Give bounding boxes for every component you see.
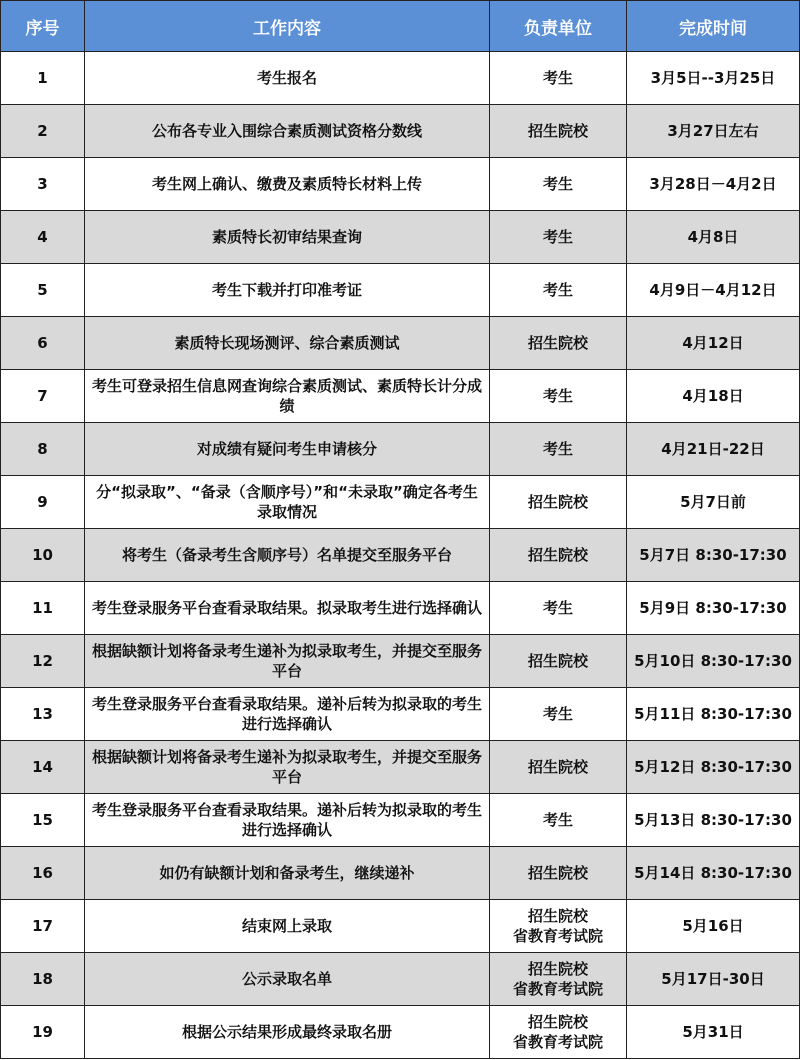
row-index: 1 xyxy=(1,52,85,105)
row-time: 3月27日左右 xyxy=(627,105,800,158)
row-unit xyxy=(490,52,627,105)
row-task: 将考生（备录考生含顺序号）名单提交至服务平台 xyxy=(85,529,490,582)
row-unit xyxy=(490,158,627,211)
row-task: 考生下载并打印准考证 xyxy=(85,264,490,317)
row-index: 7 xyxy=(1,370,85,423)
row-unit-line: 考生 xyxy=(542,599,573,617)
row-unit-line: 考生 xyxy=(542,175,573,193)
table-row xyxy=(1,900,800,953)
row-task: 考生可登录招生信息网查询综合素质测试、素质特长计分成绩 xyxy=(85,370,490,423)
row-index: 12 xyxy=(1,635,85,688)
table-row xyxy=(1,264,800,317)
header-task: 工作内容 xyxy=(85,1,490,52)
row-index: 9 xyxy=(1,476,85,529)
row-unit-line: 考生 xyxy=(542,811,573,829)
header-time: 完成时间 xyxy=(627,1,800,52)
row-time: 4月8日 xyxy=(627,211,800,264)
table-row xyxy=(1,1006,800,1059)
row-time: 5月9日 8:30-17:30 xyxy=(627,582,800,635)
row-index: 2 xyxy=(1,105,85,158)
row-unit-line: 省教育考试院 xyxy=(512,1033,603,1051)
row-task: 素质特长现场测评、综合素质测试 xyxy=(85,317,490,370)
table-row xyxy=(1,211,800,264)
row-unit-line: 招生院校 xyxy=(527,122,588,140)
row-task: 素质特长初审结果查询 xyxy=(85,211,490,264)
row-time: 3月28日－4月2日 xyxy=(627,158,800,211)
row-task: 如仍有缺额计划和备录考生，继续递补 xyxy=(85,847,490,900)
row-index: 6 xyxy=(1,317,85,370)
row-time: 5月17日-30日 xyxy=(627,953,800,1006)
table-row xyxy=(1,741,800,794)
row-index: 14 xyxy=(1,741,85,794)
row-unit xyxy=(490,105,627,158)
header-unit: 负责单位 xyxy=(490,1,627,52)
row-time: 5月10日 8:30-17:30 xyxy=(627,635,800,688)
row-unit-line: 考生 xyxy=(542,281,573,299)
row-task: 考生登录服务平台查看录取结果。递补后转为拟录取的考生进行选择确认 xyxy=(85,794,490,847)
table-row xyxy=(1,423,800,476)
row-unit-line: 考生 xyxy=(542,440,573,458)
row-time: 5月12日 8:30-17:30 xyxy=(627,741,800,794)
row-task: 公布各专业入围综合素质测试资格分数线 xyxy=(85,105,490,158)
row-unit-line: 招生院校 xyxy=(527,652,588,670)
row-unit xyxy=(490,264,627,317)
table-row xyxy=(1,370,800,423)
row-time: 4月9日－4月12日 xyxy=(627,264,800,317)
table-row xyxy=(1,317,800,370)
row-unit xyxy=(490,529,627,582)
table-row xyxy=(1,847,800,900)
table-row xyxy=(1,688,800,741)
row-unit xyxy=(490,582,627,635)
header-row xyxy=(1,1,800,52)
row-unit xyxy=(490,847,627,900)
row-index: 17 xyxy=(1,900,85,953)
row-unit xyxy=(490,688,627,741)
row-unit xyxy=(490,1006,627,1059)
row-task: 根据缺额计划将备录考生递补为拟录取考生，并提交至服务平台 xyxy=(85,635,490,688)
row-task: 公示录取名单 xyxy=(85,953,490,1006)
row-index: 15 xyxy=(1,794,85,847)
row-task: 考生登录服务平台查看录取结果。拟录取考生进行选择确认 xyxy=(85,582,490,635)
row-unit-line: 招生院校 xyxy=(527,864,588,882)
row-time: 4月21日-22日 xyxy=(627,423,800,476)
row-unit xyxy=(490,476,627,529)
table-row xyxy=(1,794,800,847)
row-time: 5月11日 8:30-17:30 xyxy=(627,688,800,741)
row-unit-line: 省教育考试院 xyxy=(512,980,603,998)
table-row xyxy=(1,105,800,158)
row-index: 4 xyxy=(1,211,85,264)
table-body xyxy=(1,52,800,1059)
row-task: 考生网上确认、缴费及素质特长材料上传 xyxy=(85,158,490,211)
table-row xyxy=(1,476,800,529)
row-time: 5月16日 xyxy=(627,900,800,953)
header-index: 序号 xyxy=(1,1,85,52)
row-index: 13 xyxy=(1,688,85,741)
row-unit xyxy=(490,794,627,847)
table-row xyxy=(1,52,800,105)
row-task: 结束网上录取 xyxy=(85,900,490,953)
row-index: 10 xyxy=(1,529,85,582)
row-unit xyxy=(490,317,627,370)
row-index: 19 xyxy=(1,1006,85,1059)
row-unit-line: 考生 xyxy=(542,387,573,405)
row-task: 考生登录服务平台查看录取结果。递补后转为拟录取的考生进行选择确认 xyxy=(85,688,490,741)
row-unit-line: 考生 xyxy=(542,705,573,723)
row-unit-line: 招生院校 xyxy=(527,1013,588,1031)
row-task: 对成绩有疑问考生申请核分 xyxy=(85,423,490,476)
row-unit xyxy=(490,741,627,794)
table-row xyxy=(1,582,800,635)
row-time: 4月12日 xyxy=(627,317,800,370)
row-unit-line: 省教育考试院 xyxy=(512,927,603,945)
row-unit xyxy=(490,423,627,476)
row-unit-line: 招生院校 xyxy=(527,960,588,978)
row-index: 3 xyxy=(1,158,85,211)
row-time: 4月18日 xyxy=(627,370,800,423)
row-time: 3月5日--3月25日 xyxy=(627,52,800,105)
row-index: 5 xyxy=(1,264,85,317)
row-unit xyxy=(490,953,627,1006)
row-task: 根据缺额计划将备录考生递补为拟录取考生，并提交至服务平台 xyxy=(85,741,490,794)
row-index: 18 xyxy=(1,953,85,1006)
row-index: 8 xyxy=(1,423,85,476)
row-task: 考生报名 xyxy=(85,52,490,105)
row-unit xyxy=(490,900,627,953)
row-unit xyxy=(490,635,627,688)
table-row xyxy=(1,529,800,582)
row-task: 根据公示结果形成最终录取名册 xyxy=(85,1006,490,1059)
row-time: 5月13日 8:30-17:30 xyxy=(627,794,800,847)
row-task: 分“拟录取”、“备录（含顺序号）”和“未录取”确定各考生录取情况 xyxy=(85,476,490,529)
row-unit xyxy=(490,211,627,264)
row-unit-line: 招生院校 xyxy=(527,493,588,511)
row-unit-line: 招生院校 xyxy=(527,546,588,564)
table-row xyxy=(1,635,800,688)
row-index: 11 xyxy=(1,582,85,635)
table-row xyxy=(1,953,800,1006)
row-unit-line: 考生 xyxy=(542,69,573,87)
row-unit xyxy=(490,370,627,423)
row-index: 16 xyxy=(1,847,85,900)
row-time: 5月14日 8:30-17:30 xyxy=(627,847,800,900)
row-unit-line: 考生 xyxy=(542,228,573,246)
row-unit-line: 招生院校 xyxy=(527,907,588,925)
row-unit-line: 招生院校 xyxy=(527,334,588,352)
row-unit-line: 招生院校 xyxy=(527,758,588,776)
row-time: 5月7日前 xyxy=(627,476,800,529)
row-time: 5月7日 8:30-17:30 xyxy=(627,529,800,582)
row-time: 5月31日 xyxy=(627,1006,800,1059)
table-row xyxy=(1,158,800,211)
